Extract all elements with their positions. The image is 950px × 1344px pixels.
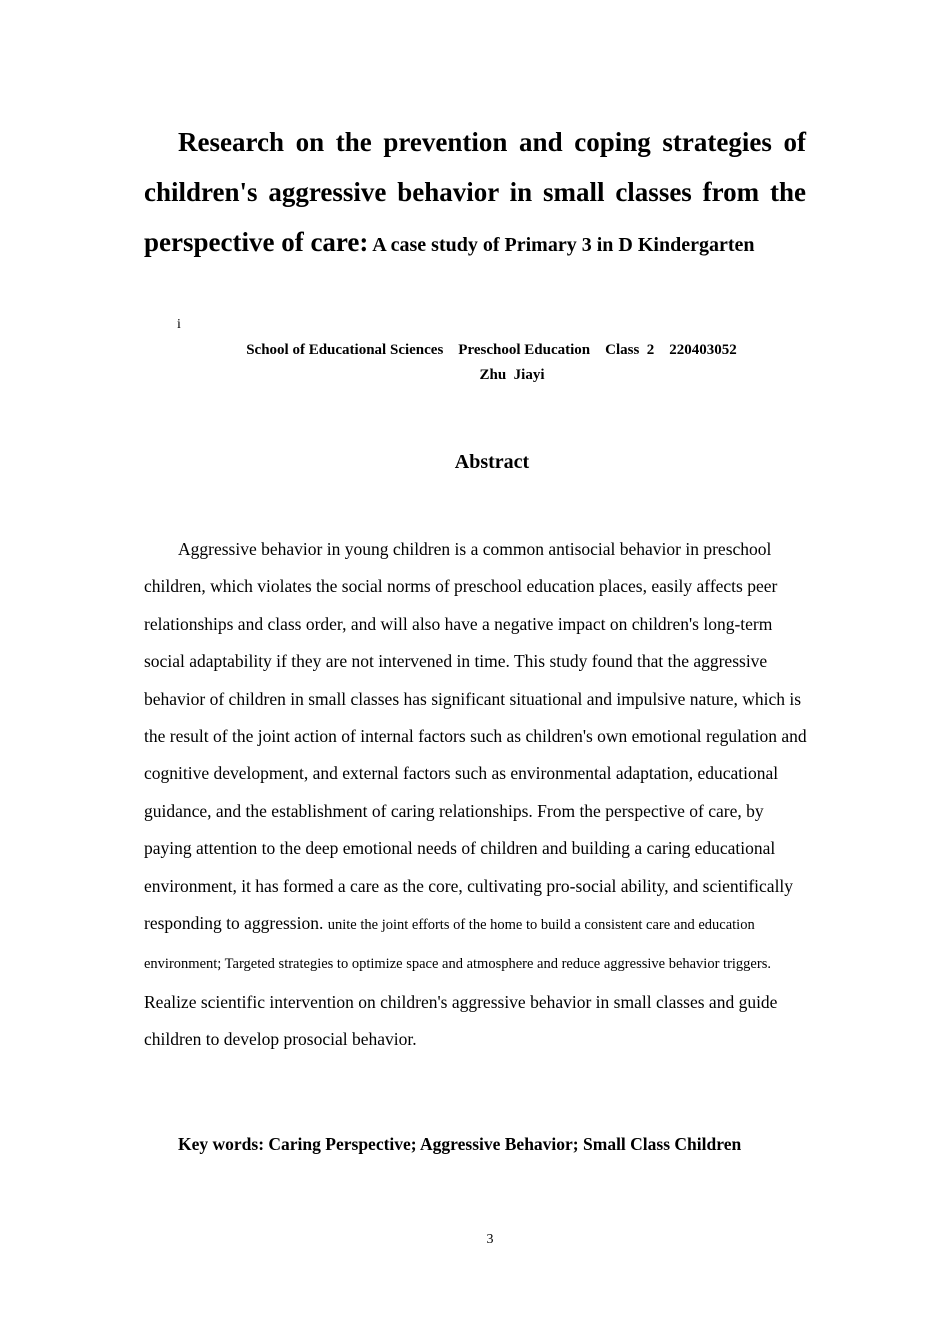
title-subtitle: A case study of Primary 3 in D Kindergarten bbox=[368, 234, 755, 256]
paper-title bbox=[144, 117, 806, 270]
footnote-marker: i bbox=[177, 317, 181, 332]
abstract-body bbox=[144, 531, 808, 1059]
abstract-text-part2: unite the joint efforts of the home to build a consistent care and education environment; Targeted strategies to optimize space and atmosphere and reduce aggressive behavior triggers. bbox=[144, 917, 771, 973]
author-name: Zhu Jiayi bbox=[479, 367, 545, 383]
abstract-text-part3: Realize scientific intervention on children's aggressive behavior in small classes and guide children to develop prosocial behavior. bbox=[144, 991, 778, 1050]
keywords: Key words: Caring Perspective; Aggressive Behavior; Small Class Children bbox=[178, 1134, 742, 1154]
abstract-heading: Abstract bbox=[454, 451, 530, 473]
abstract-text-part1: Aggressive behavior in young children is a common antisocial behavior in preschool children, which violates the social norms of preschool education places, easily affects peer relationships and class order, and will also have a negative impact on children's long-term social adaptability if they are not intervened in time. This study found that the aggressive behavior of children in small classes has significant situational and impulsive nature, which is the result of the joint action of internal factors such as children's own emotional regulation and cognitive development, and external factors such as environmental adaptation, educational guidance, and the establishment of caring relationships. From the perspective of care, by paying attention to the deep emotional needs of children and building a caring educational environment, it has formed a care as the core, cultivating pro-social ability, and scientifically responding to aggression. bbox=[144, 539, 807, 934]
page-number: 3 bbox=[486, 1232, 494, 1247]
author-affiliation: School of Educational Sciences Preschool Education Class 2 220403052 bbox=[246, 342, 737, 358]
title-main: Research on the prevention and coping strategies of children's aggressive behavior in small classes from the perspective of care: bbox=[144, 127, 806, 257]
